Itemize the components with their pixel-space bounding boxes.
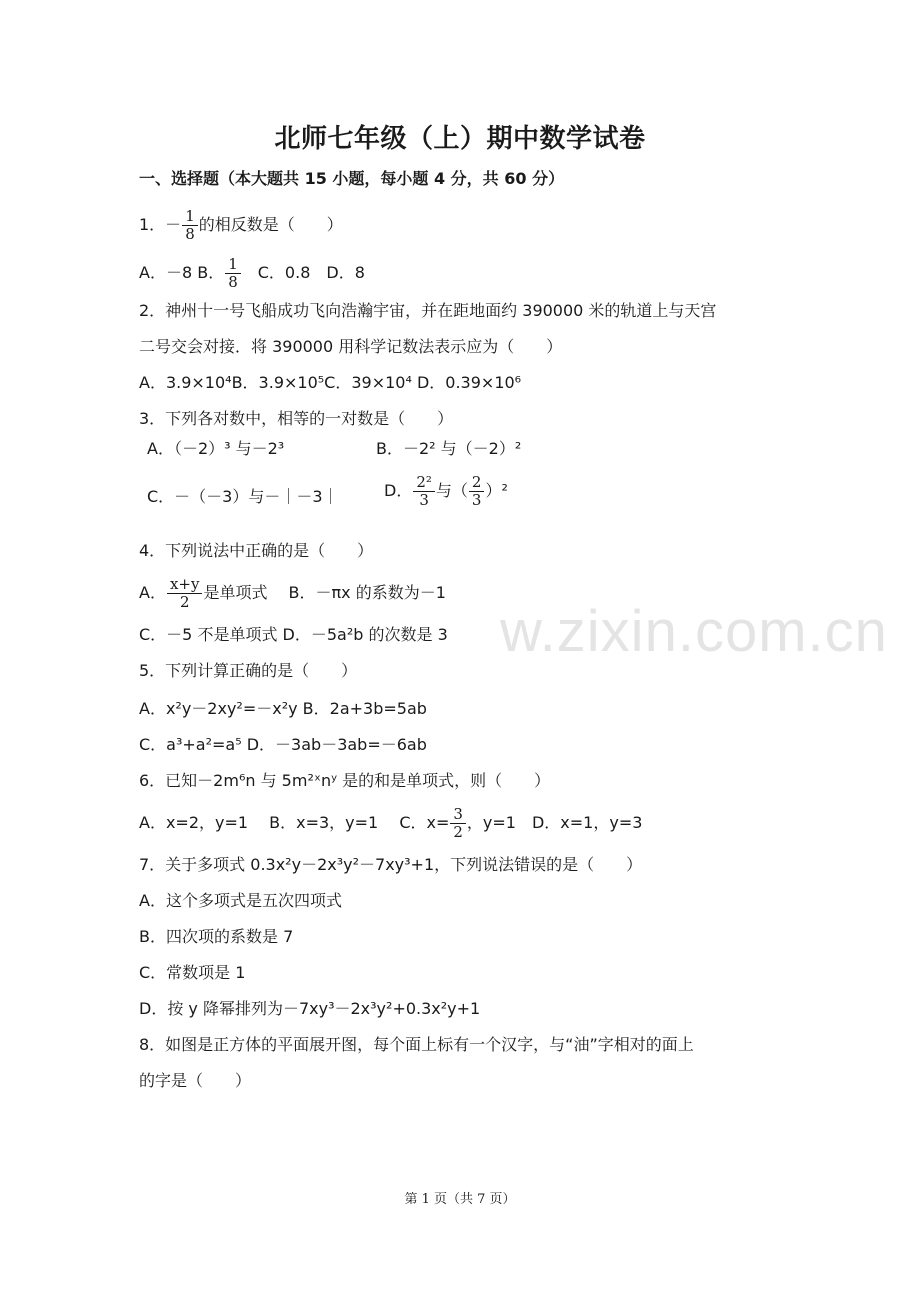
question-2-options: A．3.9×10⁴B．3.9×10⁵C．39×10⁴ D．0.39×10⁶ (139, 373, 522, 392)
question-2-line-1: 2．神州十一号飞船成功飞向浩瀚宇宙，并在距地面约 390000 米的轨道上与天宫 (139, 301, 717, 320)
question-5-options-ab: A．x²y－2xy²=－x²y B．2a+3b=5ab (139, 699, 427, 718)
question-4-options-cd: C．－5 不是单项式 D．－5a²b 的次数是 3 (139, 625, 448, 644)
section-heading: 一、选择题（本大题共 15 小题，每小题 4 分，共 60 分） (139, 169, 565, 188)
question-7-option-d: D．按 y 降幂排列为－7xy³－2x³y²+0.3x²y+1 (139, 999, 481, 1018)
question-8-line-1: 8．如图是正方体的平面展开图，每个面上标有一个汉字，与“油”字相对的面上 (139, 1035, 694, 1054)
watermark: w.zixin.com.cn (500, 599, 888, 664)
question-1-options: A．－8 B． $\frac{1}{8}$ C．0.8 D．8 (139, 255, 365, 291)
question-6-options: A．x=2，y=1 B．x=3，y=1 C．x= $\frac{3}{2}$ ，y=1 D．x=1，y=3 (139, 805, 643, 841)
question-3: 3．下列各对数中，相等的一对数是（ ） (139, 409, 454, 428)
question-7: 7．关于多项式 0.3x²y－2x³y²－7xy³+1，下列说法错误的是（ ） (139, 855, 643, 874)
fraction: $\frac{3}{2}$ (450, 806, 466, 841)
question-3-option-a: A．（－2）³ 与－2³ (147, 439, 285, 458)
question-1: 1．－ $\frac{1}{8}$ 的相反数是（ ） (139, 207, 343, 243)
question-2-line-2: 二号交会对接．将 390000 用科学记数法表示应为（ ） (139, 337, 563, 356)
page-title: 北师七年级（上）期中数学试卷 (274, 124, 646, 154)
question-4-options-ab: A． $\frac{x+y}{2}$ 是单项式 B．－πx 的系数为－1 (139, 575, 446, 611)
fraction: $\frac{x+y}{2}$ (167, 576, 203, 611)
fraction: $\frac{2}{3}$ (469, 474, 485, 509)
page-footer: 第 1 页（共 7 页） (404, 1192, 516, 1207)
question-3-option-c: C．－（－3）与－｜－3｜ (147, 487, 339, 506)
question-5: 5．下列计算正确的是（ ） (139, 661, 358, 680)
fraction: $\frac{1}{8}$ (225, 256, 241, 291)
question-7-option-b: B．四次项的系数是 7 (139, 927, 294, 946)
question-3-option-d: D． $\frac{\text{2²}}{3}$ 与（ $\frac{2}{3}$ ）² (384, 473, 508, 509)
question-7-option-c: C．常数项是 1 (139, 963, 246, 982)
question-4: 4．下列说法中正确的是（ ） (139, 541, 374, 560)
question-7-option-a: A．这个多项式是五次四项式 (139, 891, 342, 910)
fraction: $\frac{1}{8}$ (182, 208, 198, 243)
question-6: 6．已知－2m⁶n 与 5m²ˣnʸ 是的和是单项式，则（ ） (139, 771, 551, 790)
question-3-option-b: B．－2² 与（－2）² (376, 439, 522, 458)
fraction: $\frac{\text{2²}}{3}$ (413, 474, 435, 509)
question-8-line-2: 的字是（ ） (139, 1071, 252, 1090)
question-5-options-cd: C．a³+a²=a⁵ D．－3ab－3ab=－6ab (139, 735, 427, 754)
